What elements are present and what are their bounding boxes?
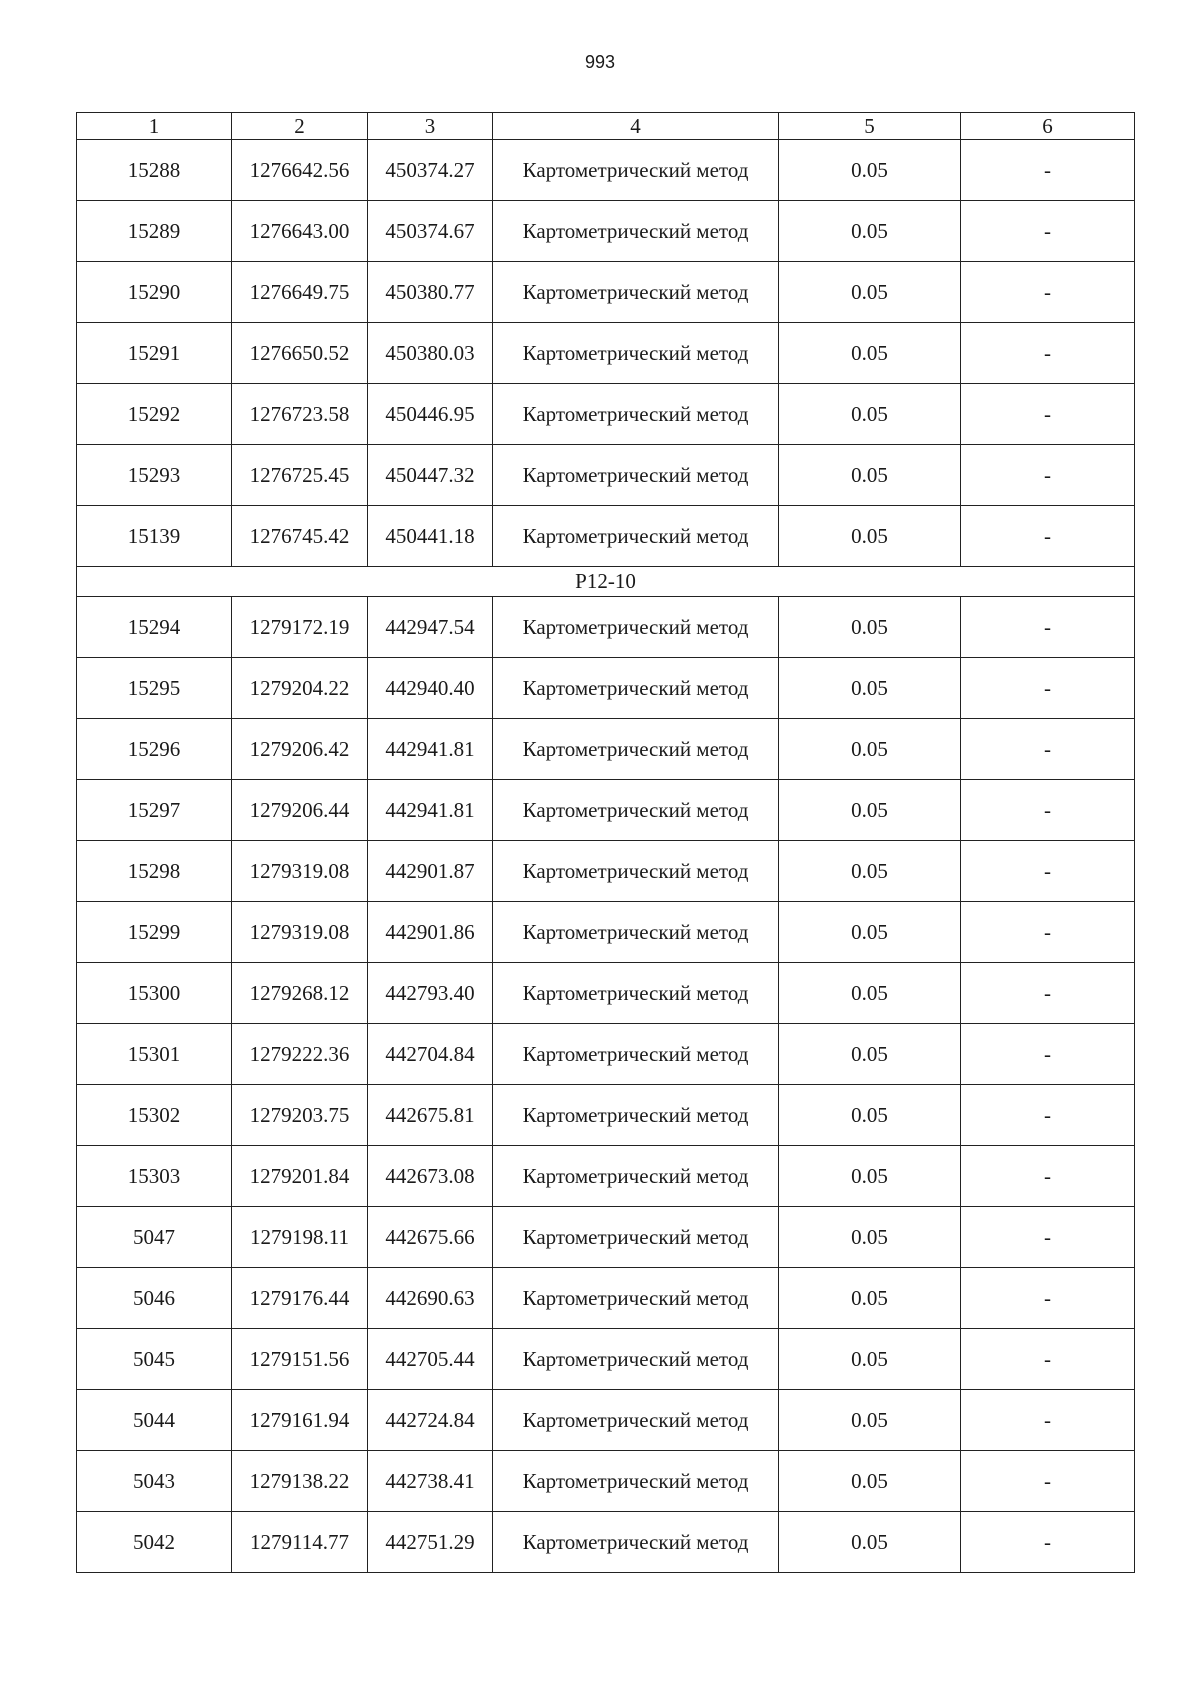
y-coordinate-cell: 442751.29: [368, 1512, 493, 1573]
note-cell: -: [961, 1329, 1135, 1390]
method-cell: Картометрический метод: [493, 201, 779, 262]
note-cell: -: [961, 1024, 1135, 1085]
accuracy-cell: 0.05: [779, 719, 961, 780]
note-cell: -: [961, 1146, 1135, 1207]
method-cell: Картометрический метод: [493, 1085, 779, 1146]
y-coordinate-cell: 442724.84: [368, 1390, 493, 1451]
point-id-cell: 15288: [77, 140, 232, 201]
method-cell: Картометрический метод: [493, 1024, 779, 1085]
note-cell: -: [961, 658, 1135, 719]
y-coordinate-cell: 450380.77: [368, 262, 493, 323]
method-cell: Картометрический метод: [493, 1146, 779, 1207]
table-row: [77, 597, 1135, 658]
x-coordinate-cell: 1276643.00: [232, 201, 368, 262]
point-id-cell: 5043: [77, 1451, 232, 1512]
y-coordinate-cell: 442793.40: [368, 963, 493, 1024]
table-row: [77, 780, 1135, 841]
table-row: [77, 506, 1135, 567]
point-id-cell: 15289: [77, 201, 232, 262]
table-row: [77, 658, 1135, 719]
column-header-3: 3: [368, 113, 493, 140]
column-header-2: 2: [232, 113, 368, 140]
column-header-4: 4: [493, 113, 779, 140]
method-cell: Картометрический метод: [493, 597, 779, 658]
point-id-cell: 5046: [77, 1268, 232, 1329]
section-label: P12-10: [77, 567, 1135, 597]
accuracy-cell: 0.05: [779, 323, 961, 384]
page-number: 993: [584, 52, 616, 72]
note-cell: -: [961, 1451, 1135, 1512]
accuracy-cell: 0.05: [779, 597, 961, 658]
y-coordinate-cell: 450447.32: [368, 445, 493, 506]
point-id-cell: 5044: [77, 1390, 232, 1451]
method-cell: Картометрический метод: [493, 658, 779, 719]
accuracy-cell: 0.05: [779, 902, 961, 963]
x-coordinate-cell: 1276723.58: [232, 384, 368, 445]
accuracy-cell: 0.05: [779, 1268, 961, 1329]
table-row: [77, 902, 1135, 963]
y-coordinate-cell: 442673.08: [368, 1146, 493, 1207]
method-cell: Картометрический метод: [493, 506, 779, 567]
table-row: [77, 1512, 1135, 1573]
note-cell: -: [961, 323, 1135, 384]
accuracy-cell: 0.05: [779, 1451, 961, 1512]
table-header: [77, 113, 1135, 140]
y-coordinate-cell: 450441.18: [368, 506, 493, 567]
note-cell: -: [961, 445, 1135, 506]
note-cell: -: [961, 902, 1135, 963]
y-coordinate-cell: 450446.95: [368, 384, 493, 445]
x-coordinate-cell: 1279268.12: [232, 963, 368, 1024]
table-row: [77, 1451, 1135, 1512]
point-id-cell: 5045: [77, 1329, 232, 1390]
point-id-cell: 15291: [77, 323, 232, 384]
y-coordinate-cell: 442941.81: [368, 719, 493, 780]
x-coordinate-cell: 1279203.75: [232, 1085, 368, 1146]
table-row: [77, 1329, 1135, 1390]
table-row: [77, 1024, 1135, 1085]
y-coordinate-cell: 442901.86: [368, 902, 493, 963]
column-header-6: 6: [961, 113, 1135, 140]
method-cell: Картометрический метод: [493, 719, 779, 780]
point-id-cell: 15299: [77, 902, 232, 963]
x-coordinate-cell: 1279319.08: [232, 841, 368, 902]
method-cell: Картометрический метод: [493, 841, 779, 902]
note-cell: -: [961, 963, 1135, 1024]
note-cell: -: [961, 841, 1135, 902]
x-coordinate-cell: 1279198.11: [232, 1207, 368, 1268]
y-coordinate-cell: 450374.67: [368, 201, 493, 262]
section-header-row: [77, 567, 1135, 597]
accuracy-cell: 0.05: [779, 1329, 961, 1390]
table-row: [77, 841, 1135, 902]
y-coordinate-cell: 442901.87: [368, 841, 493, 902]
method-cell: Картометрический метод: [493, 1207, 779, 1268]
point-id-cell: 15139: [77, 506, 232, 567]
method-cell: Картометрический метод: [493, 323, 779, 384]
x-coordinate-cell: 1279138.22: [232, 1451, 368, 1512]
y-coordinate-cell: 442704.84: [368, 1024, 493, 1085]
y-coordinate-cell: 450374.27: [368, 140, 493, 201]
note-cell: -: [961, 506, 1135, 567]
x-coordinate-cell: 1279319.08: [232, 902, 368, 963]
method-cell: Картометрический метод: [493, 1451, 779, 1512]
table-row: [77, 963, 1135, 1024]
accuracy-cell: 0.05: [779, 658, 961, 719]
accuracy-cell: 0.05: [779, 384, 961, 445]
table-row: [77, 323, 1135, 384]
x-coordinate-cell: 1279151.56: [232, 1329, 368, 1390]
note-cell: -: [961, 262, 1135, 323]
coordinates-table: [76, 112, 1135, 1573]
accuracy-cell: 0.05: [779, 780, 961, 841]
table-row: [77, 445, 1135, 506]
note-cell: -: [961, 1085, 1135, 1146]
point-id-cell: 15296: [77, 719, 232, 780]
method-cell: Картометрический метод: [493, 1268, 779, 1329]
method-cell: Картометрический метод: [493, 780, 779, 841]
method-cell: Картометрический метод: [493, 1390, 779, 1451]
y-coordinate-cell: 442940.40: [368, 658, 493, 719]
table-row: [77, 1207, 1135, 1268]
header-row: [77, 113, 1135, 140]
method-cell: Картометрический метод: [493, 902, 779, 963]
x-coordinate-cell: 1279176.44: [232, 1268, 368, 1329]
y-coordinate-cell: 442675.66: [368, 1207, 493, 1268]
point-id-cell: 15290: [77, 262, 232, 323]
point-id-cell: 15298: [77, 841, 232, 902]
accuracy-cell: 0.05: [779, 1024, 961, 1085]
point-id-cell: 15303: [77, 1146, 232, 1207]
accuracy-cell: 0.05: [779, 963, 961, 1024]
note-cell: -: [961, 719, 1135, 780]
point-id-cell: 15297: [77, 780, 232, 841]
method-cell: Картометрический метод: [493, 1329, 779, 1390]
y-coordinate-cell: 442675.81: [368, 1085, 493, 1146]
note-cell: -: [961, 1390, 1135, 1451]
y-coordinate-cell: 442705.44: [368, 1329, 493, 1390]
accuracy-cell: 0.05: [779, 445, 961, 506]
note-cell: -: [961, 597, 1135, 658]
accuracy-cell: 0.05: [779, 1512, 961, 1573]
accuracy-cell: 0.05: [779, 1207, 961, 1268]
column-header-5: 5: [779, 113, 961, 140]
table-row: [77, 201, 1135, 262]
point-id-cell: 5047: [77, 1207, 232, 1268]
table-row: [77, 262, 1135, 323]
note-cell: -: [961, 140, 1135, 201]
table-body: [77, 140, 1135, 1573]
accuracy-cell: 0.05: [779, 201, 961, 262]
note-cell: -: [961, 1268, 1135, 1329]
point-id-cell: 15295: [77, 658, 232, 719]
accuracy-cell: 0.05: [779, 262, 961, 323]
method-cell: Картометрический метод: [493, 140, 779, 201]
accuracy-cell: 0.05: [779, 506, 961, 567]
point-id-cell: 15302: [77, 1085, 232, 1146]
x-coordinate-cell: 1279222.36: [232, 1024, 368, 1085]
method-cell: Картометрический метод: [493, 963, 779, 1024]
y-coordinate-cell: 450380.03: [368, 323, 493, 384]
point-id-cell: 15294: [77, 597, 232, 658]
point-id-cell: 15301: [77, 1024, 232, 1085]
x-coordinate-cell: 1279172.19: [232, 597, 368, 658]
table-row: [77, 140, 1135, 201]
accuracy-cell: 0.05: [779, 140, 961, 201]
column-header-1: 1: [77, 113, 232, 140]
method-cell: Картометрический метод: [493, 262, 779, 323]
x-coordinate-cell: 1276650.52: [232, 323, 368, 384]
note-cell: -: [961, 201, 1135, 262]
point-id-cell: 15293: [77, 445, 232, 506]
x-coordinate-cell: 1276725.45: [232, 445, 368, 506]
method-cell: Картометрический метод: [493, 1512, 779, 1573]
point-id-cell: 15300: [77, 963, 232, 1024]
table-row: [77, 384, 1135, 445]
x-coordinate-cell: 1279206.42: [232, 719, 368, 780]
x-coordinate-cell: 1276745.42: [232, 506, 368, 567]
x-coordinate-cell: 1276649.75: [232, 262, 368, 323]
accuracy-cell: 0.05: [779, 841, 961, 902]
table-row: [77, 1268, 1135, 1329]
x-coordinate-cell: 1279161.94: [232, 1390, 368, 1451]
table-row: [77, 1390, 1135, 1451]
y-coordinate-cell: 442941.81: [368, 780, 493, 841]
table-row: [77, 1085, 1135, 1146]
y-coordinate-cell: 442947.54: [368, 597, 493, 658]
accuracy-cell: 0.05: [779, 1085, 961, 1146]
table-row: [77, 719, 1135, 780]
x-coordinate-cell: 1279201.84: [232, 1146, 368, 1207]
x-coordinate-cell: 1276642.56: [232, 140, 368, 201]
point-id-cell: 5042: [77, 1512, 232, 1573]
note-cell: -: [961, 780, 1135, 841]
note-cell: -: [961, 384, 1135, 445]
x-coordinate-cell: 1279204.22: [232, 658, 368, 719]
method-cell: Картометрический метод: [493, 384, 779, 445]
point-id-cell: 15292: [77, 384, 232, 445]
y-coordinate-cell: 442690.63: [368, 1268, 493, 1329]
y-coordinate-cell: 442738.41: [368, 1451, 493, 1512]
x-coordinate-cell: 1279114.77: [232, 1512, 368, 1573]
x-coordinate-cell: 1279206.44: [232, 780, 368, 841]
method-cell: Картометрический метод: [493, 445, 779, 506]
accuracy-cell: 0.05: [779, 1146, 961, 1207]
note-cell: -: [961, 1512, 1135, 1573]
accuracy-cell: 0.05: [779, 1390, 961, 1451]
note-cell: -: [961, 1207, 1135, 1268]
table-row: [77, 1146, 1135, 1207]
